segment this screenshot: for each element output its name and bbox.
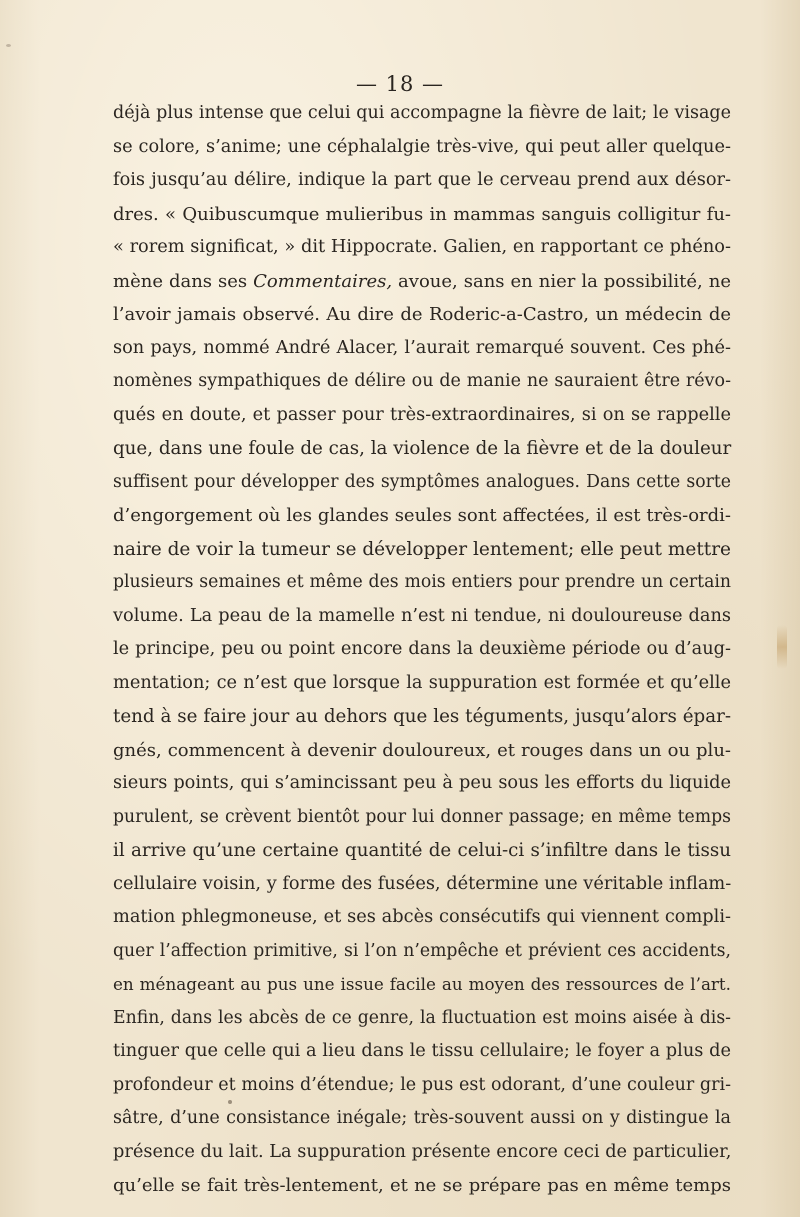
text-line: il arrive qu’une certaine quantité de celui-ci s’infiltre dans le tissu: [113, 840, 731, 861]
text-line: naire de voir la tumeur se développer lentement; elle peut mettre: [113, 538, 731, 560]
text-line: que, dans une foule de cas, la violence de la fièvre et de la douleur: [113, 438, 732, 459]
text-line: tend à se faire jour au dehors que les téguments, jusqu’alors épar-: [113, 706, 731, 727]
text-line: qu’elle se fait très-lentement, et ne se prépare pas en même temps: [113, 1175, 731, 1196]
text-line: quer l’affection primitive, si l’on n’empêche et prévient ces accidents,: [113, 940, 731, 961]
text-line: en ménageant au pus une issue facile au moyen des ressources de l’art.: [113, 974, 731, 994]
text-line: présence du lait. La suppuration présente encore ceci de particulier,: [113, 1141, 732, 1162]
text-line: dres. « Quibuscumque mulieribus in mammas sanguis colligitur fu-: [113, 203, 731, 225]
text-line: plusieurs semaines et même des mois entiers pour prendre un certain: [113, 572, 731, 592]
text-line: le principe, peu ou point encore dans la deuxième période ou d’aug-: [113, 639, 731, 659]
text-line: sâtre, d’une consistance inégale; très-souvent aussi on y distingue la: [113, 1108, 731, 1128]
text-line: « rorem significat, » dit Hippocrate. Galien, en rapportant ce phéno-: [113, 237, 731, 257]
body-text: [113, 97, 731, 1203]
text-line: suffisent pour développer des symptômes analogues. Dans cette sorte: [113, 471, 731, 492]
text-segment: avoue, sans en nier la possibilité, ne: [392, 270, 731, 292]
text-line: gnés, commencent à devenir douloureux, et rouges dans un ou plu-: [113, 739, 731, 761]
text-line: déjà plus intense que celui qui accompagne la fièvre de lait; le visage: [113, 103, 731, 123]
text-line: son pays, nommé André Alacer, l’aurait remarqué souvent. Ces phé-: [113, 337, 731, 358]
text-line: mation phlegmoneuse, et ses abcès consécutifs qui viennent compli-: [113, 907, 731, 927]
text-line-with-italic: [113, 265, 731, 299]
text-line: purulent, se crèvent bientôt pour lui donner passage; en même temps: [113, 806, 731, 827]
text-line: l’avoir jamais observé. Au dire de Roderic-a-Castro, un médecin de: [113, 304, 731, 325]
text-line: profondeur et moins d’étendue; le pus est odorant, d’une couleur gri-: [113, 1074, 731, 1095]
text-line: sieurs points, qui s’amincissant peu à peu sous les efforts du liquide: [113, 773, 731, 793]
text-line: cellulaire voisin, y forme des fusées, détermine une véritable inflam-: [113, 873, 732, 894]
text-line: tinguer que celle qui a lieu dans le tissu cellulaire; le foyer a plus de: [113, 1041, 731, 1061]
text-line: mentation; ce n’est que lorsque la suppuration est formée et qu’elle: [113, 672, 731, 693]
paper-speck: [228, 1100, 232, 1104]
text-line: volume. La peau de la mamelle n’est ni tendue, ni douloureuse dans: [113, 605, 731, 626]
italic-title: Commentaires,: [253, 270, 393, 292]
text-line: se colore, s’anime; une céphalalgie très-vive, qui peut aller quelque-: [113, 136, 731, 157]
margin-stain: [777, 625, 787, 669]
text-line: Enfin, dans les abcès de ce genre, la fluctuation est moins aisée à dis-: [113, 1007, 731, 1028]
paper-speck: [6, 44, 11, 47]
text-line: qués en doute, et passer pour très-extraordinaires, si on se rappelle: [113, 404, 731, 425]
text-line: d’engorgement où les glandes seules sont affectées, il est très-ordi-: [113, 505, 731, 526]
text-line: nomènes sympathiques de délire ou de manie ne sauraient être révo-: [113, 371, 731, 391]
text-segment: mène dans ses: [113, 270, 254, 292]
text-line: fois jusqu’au délire, indique la part que le cerveau prend aux désor-: [113, 170, 731, 190]
page-number: — 18 —: [355, 72, 445, 96]
